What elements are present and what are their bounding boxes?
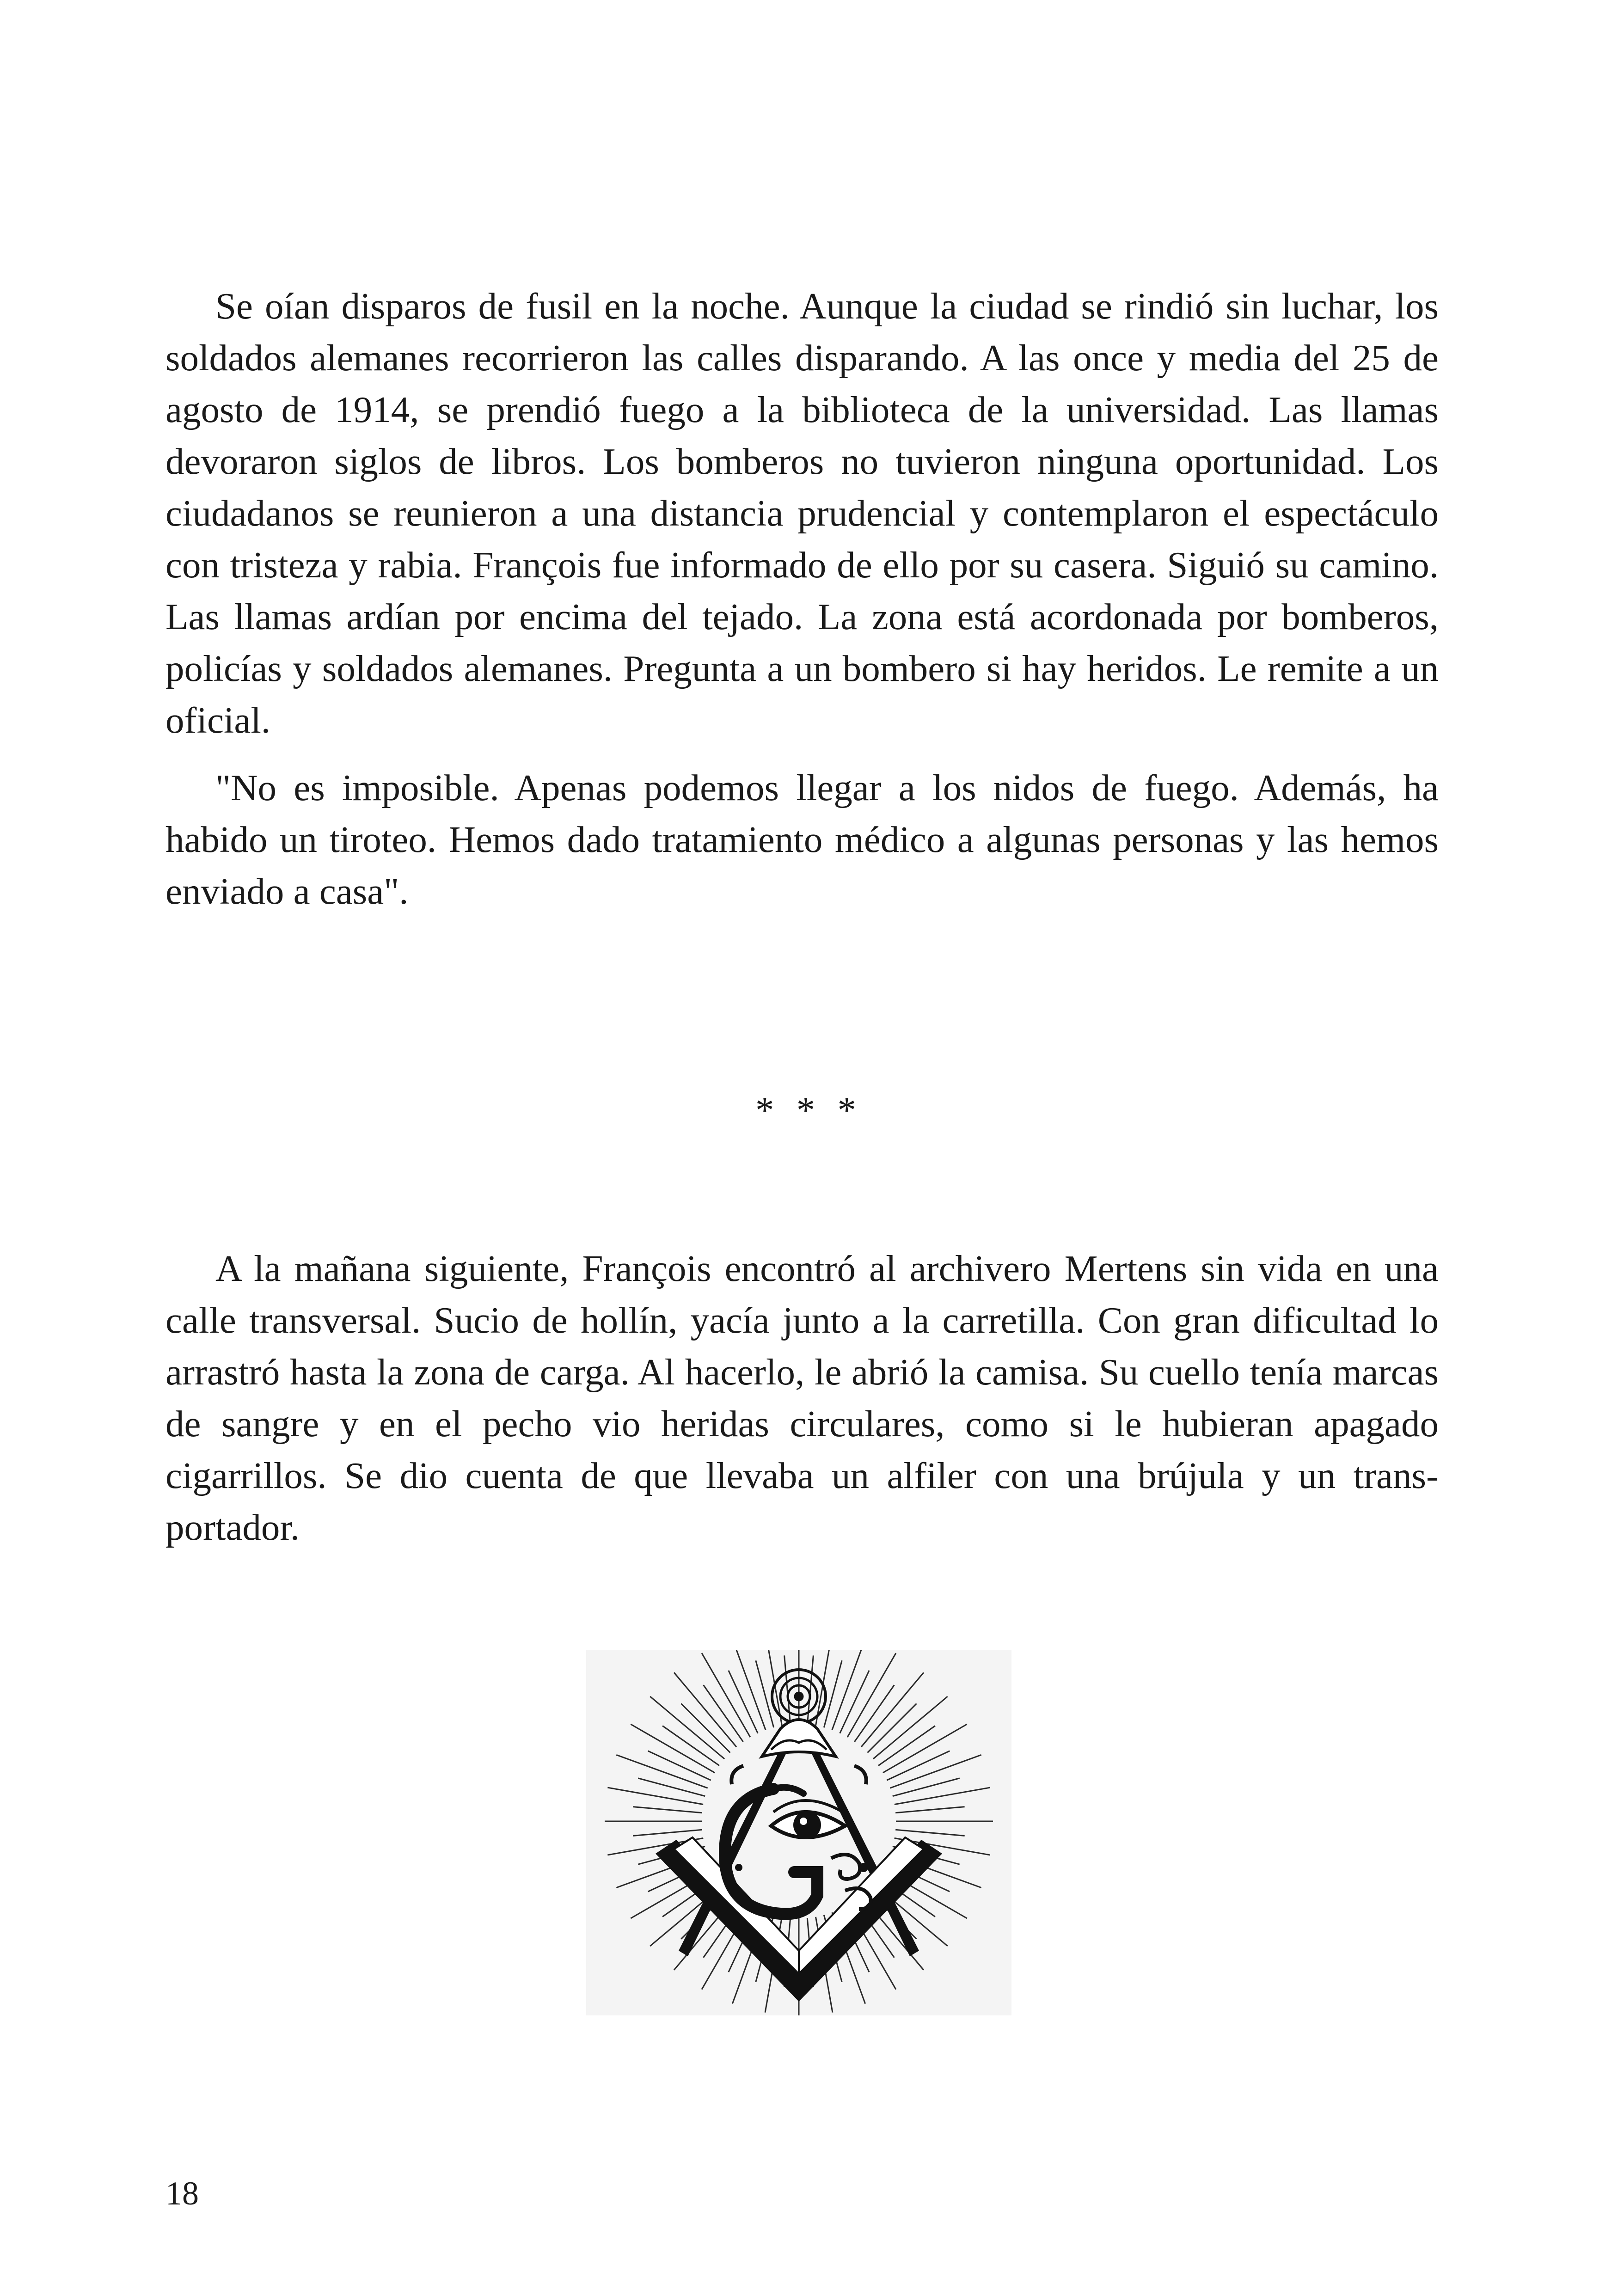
paragraph-fire: Se oían disparos de fusil en la noche. Aunque la ciudad se rindió sin luchar, los soldados alemanes recorrieron las calles disparando. A las once y media del 25 de agosto de 1914, se prendió fuego a la biblioteca de la universidad. Las llamas devoraron siglos de libros. Los bomberos no tuvieron ninguna oportunidad. Los ciudadanos se reunieron a una distancia prudencial y contemplaron el espectáculo con tristeza y rabia. François fue informado de ello por su casera. Siguió su camino. Las llamas ardían por encima del tejado. La zona está acordonada por bomberos, policías y soldados alemanes. Pregunta a un bombero si hay heridos. Le remite a un oficial. bbox=[165, 285, 1439, 741]
page-number: 18 bbox=[165, 2175, 199, 2212]
paragraph-mertens: A la mañana siguiente, François encontró al archivero Mertens sin vida en una calle transversal. Sucio de hollín, yacía junto a la carretilla. Con gran dificultad lo arrastró hasta la zona de carga. Al hacerlo, le abrió la camisa. Su cuello tenía marcas de sangre y en el pecho vio heridas circulares, como si le hubieran apagado cigarrillos. Se dio cuenta de que llevaba un alfiler con una brújula y un transportador. bbox=[165, 1248, 1439, 1548]
text-section-top bbox=[165, 280, 1439, 917]
paragraph-dialogue: "No es imposible. Apenas podemos llegar a los nidos de fuego. Además, ha habido un tiroteo. Hemos dado tratamiento médico a algunas personas y las hemos enviado a casa". bbox=[165, 767, 1439, 912]
section-separator: * * * bbox=[755, 1089, 863, 1131]
text-section-bottom bbox=[165, 1243, 1439, 1553]
masonic-emblem-icon bbox=[586, 1650, 1011, 2015]
